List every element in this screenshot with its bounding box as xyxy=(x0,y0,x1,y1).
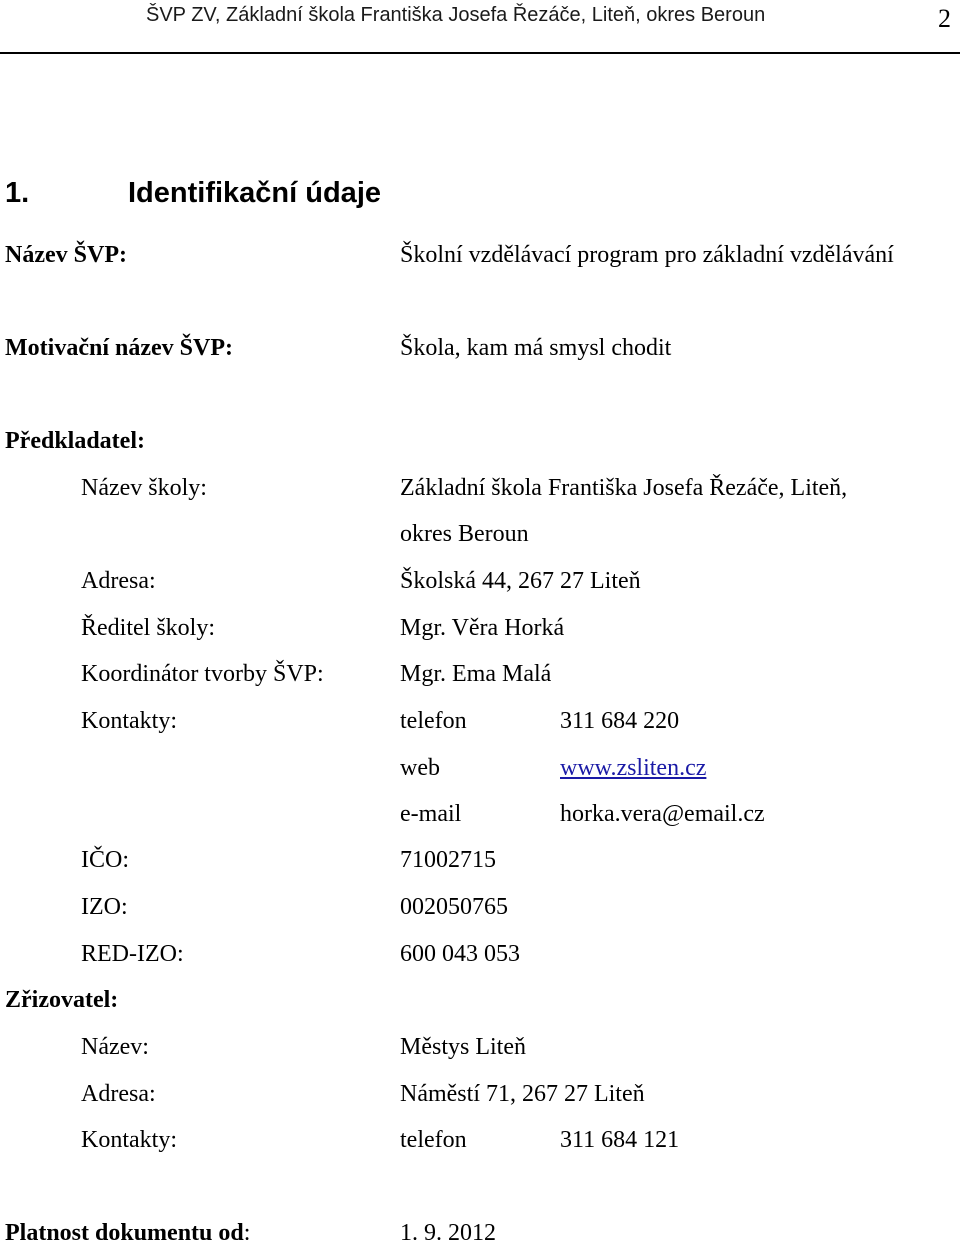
email-label: e-mail xyxy=(400,801,462,827)
ico-value: 71002715 xyxy=(400,847,496,873)
validity-label: Platnost dokumentu od xyxy=(5,1220,244,1246)
contacts-label: Kontakty: xyxy=(81,708,177,734)
izo-value: 002050765 xyxy=(400,894,508,920)
program-name-label: Název ŠVP: xyxy=(5,242,127,268)
izo-label: IZO: xyxy=(81,894,128,920)
submitter-heading: Předkladatel: xyxy=(5,428,145,454)
program-name-value: Školní vzdělávací program pro základní vzdělávání xyxy=(400,242,894,268)
school-address-value: Školská 44, 267 27 Liteň xyxy=(400,568,641,594)
founder-contacts-label: Kontakty: xyxy=(81,1127,177,1153)
redizo-label: RED-IZO: xyxy=(81,941,184,967)
section-title: Identifikační údaje xyxy=(128,177,381,209)
header-rule xyxy=(0,52,960,54)
school-address-label: Adresa: xyxy=(81,568,156,594)
school-name-value-line1: Základní škola Františka Josefa Řezáče, Liteň, xyxy=(400,475,848,501)
page-number: 2 xyxy=(938,4,951,33)
director-label: Ředitel školy: xyxy=(81,615,215,641)
phone-value: 311 684 220 xyxy=(560,708,680,734)
founder-heading: Zřizovatel: xyxy=(5,987,119,1013)
founder-name-label: Název: xyxy=(81,1034,149,1060)
phone-label: telefon xyxy=(400,708,467,734)
redizo-value: 600 043 053 xyxy=(400,941,520,967)
program-motto-value: Škola, kam má smysl chodit xyxy=(400,335,672,361)
validity-value: 1. 9. 2012 xyxy=(400,1220,496,1246)
school-name-label: Název školy: xyxy=(81,475,207,501)
coordinator-value: Mgr. Ema Malá xyxy=(400,661,552,687)
founder-name-value: Městys Liteň xyxy=(400,1034,526,1060)
email-value: horka.vera@email.cz xyxy=(560,801,765,827)
validity-colon: : xyxy=(243,1220,251,1246)
coordinator-label: Koordinátor tvorby ŠVP: xyxy=(81,661,324,687)
founder-address-label: Adresa: xyxy=(81,1081,156,1107)
validity-label-group xyxy=(5,1219,250,1247)
founder-address-value: Náměstí 71, 267 27 Liteň xyxy=(400,1081,645,1107)
founder-phone-label: telefon xyxy=(400,1127,467,1153)
director-value: Mgr. Věra Horká xyxy=(400,615,565,641)
running-header-title: ŠVP ZV, Základní škola Františka Josefa Řezáče, Liteň, okres Beroun xyxy=(146,4,766,26)
web-label: web xyxy=(400,755,440,781)
program-motto-label: Motivační název ŠVP: xyxy=(5,335,233,361)
founder-phone-value: 311 684 121 xyxy=(560,1127,680,1153)
web-link[interactable]: www.zsliten.cz xyxy=(560,755,707,781)
section-number: 1. xyxy=(5,177,30,209)
school-name-value-line2: okres Beroun xyxy=(400,521,529,547)
ico-label: IČO: xyxy=(81,847,129,873)
